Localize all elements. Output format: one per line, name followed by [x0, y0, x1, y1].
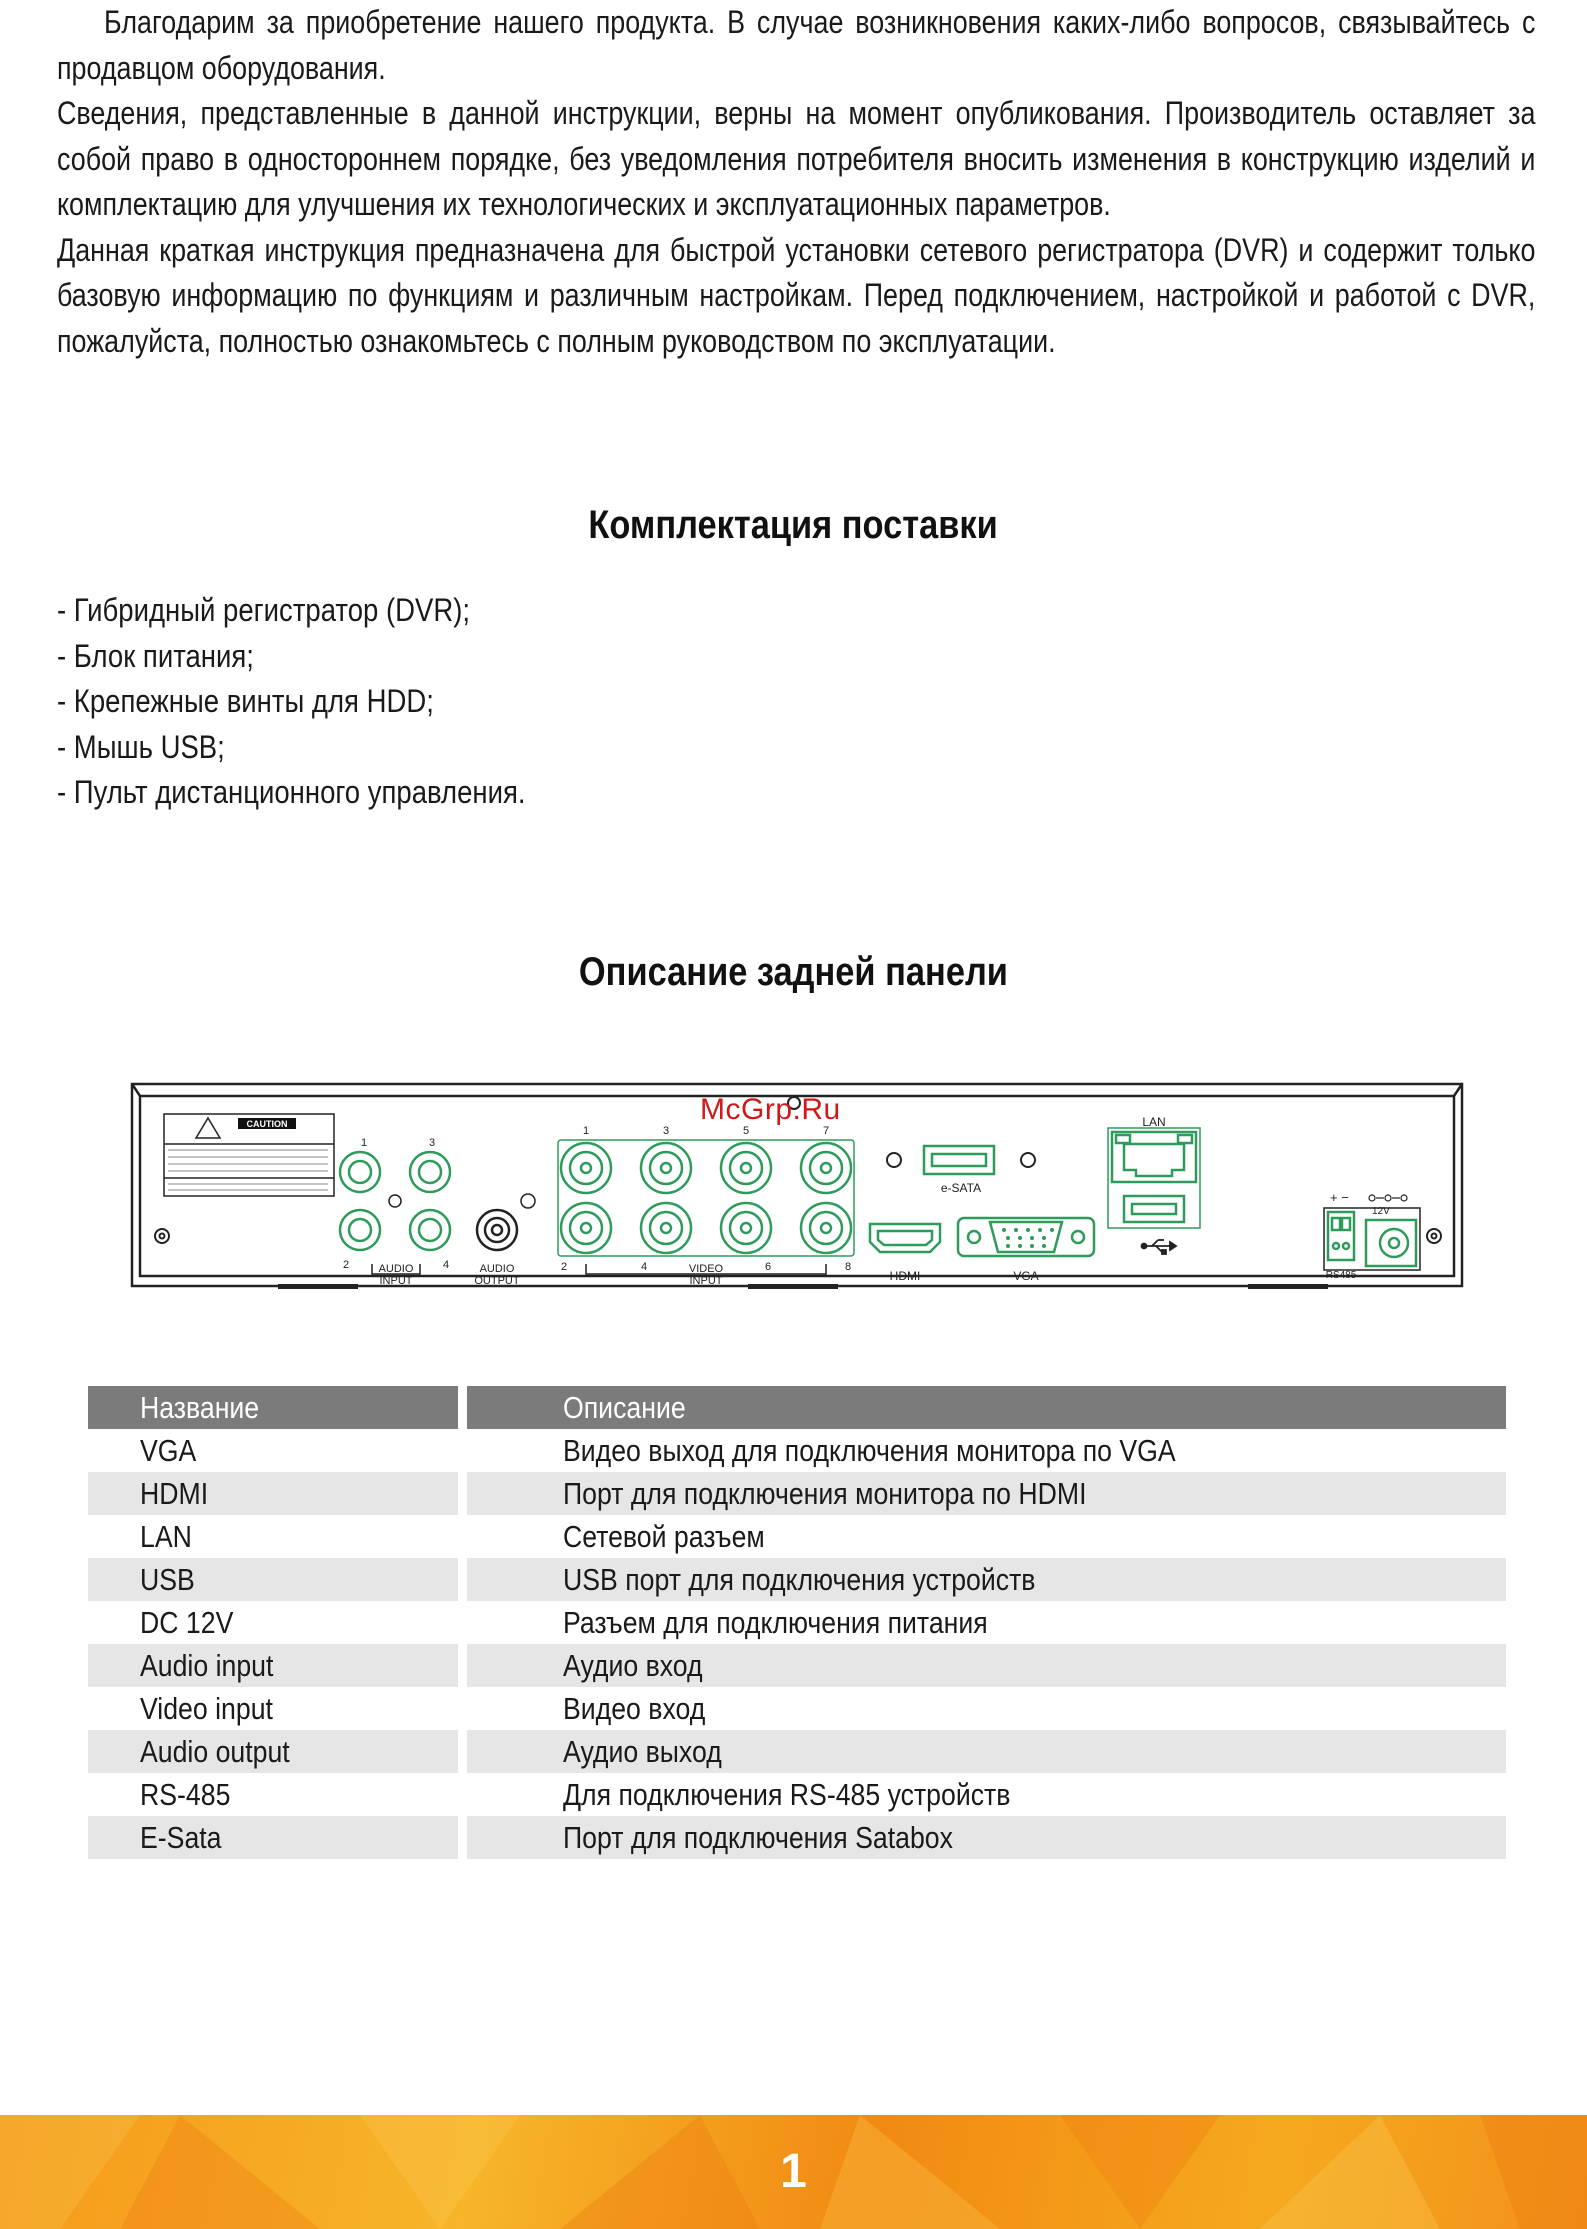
header-name: Название	[88, 1386, 467, 1429]
header-description: Описание	[467, 1386, 1506, 1429]
audio-num: 3	[428, 1137, 436, 1149]
dc-label: 12V	[1372, 1206, 1390, 1217]
video-num: 8	[844, 1261, 852, 1273]
caution-text: CAUTION	[246, 1119, 288, 1129]
bnc-connector	[721, 1203, 771, 1253]
audio-num: 1	[360, 1137, 368, 1149]
cell-description: Аудио выход	[467, 1730, 1506, 1773]
audio-input-label: AUDIO	[378, 1263, 414, 1275]
video-num: 2	[560, 1261, 568, 1273]
cell-description: Разъем для подключения питания	[563, 1604, 988, 1640]
panel-heading-text: Описание задней панели	[578, 950, 1009, 994]
cell-name: VGA	[88, 1429, 467, 1472]
table-header-row	[88, 1386, 1506, 1429]
screw-left-center	[160, 1234, 165, 1239]
kit-heading	[0, 503, 1587, 548]
bnc-connector	[641, 1203, 691, 1253]
table-row	[88, 1730, 1506, 1773]
cell-name: Audio output	[88, 1730, 467, 1773]
video-input-label: VIDEO	[688, 1263, 724, 1275]
vga-port	[958, 1218, 1094, 1256]
table-row	[88, 1472, 1506, 1515]
table-row	[88, 1644, 1506, 1687]
video-input-label: INPUT	[689, 1275, 723, 1287]
audio-input-label: INPUT	[379, 1275, 413, 1287]
cell-name: USB	[88, 1558, 467, 1601]
cell-description: Видео выход для подключения монитора по VGA	[563, 1432, 1176, 1468]
audio-input-group	[340, 1152, 450, 1250]
cell-name: DC 12V	[88, 1601, 467, 1644]
cell-description: Видео вход	[563, 1690, 706, 1726]
video-num: 1	[582, 1125, 590, 1137]
kit-list	[57, 588, 525, 816]
ports-table	[88, 1386, 1506, 1859]
table-row	[88, 1429, 1506, 1472]
hdmi-port	[870, 1224, 940, 1252]
cell-description: Для подключения RS-485 устройств	[563, 1776, 1011, 1812]
table-row	[88, 1558, 1506, 1601]
page-number: 1	[780, 2145, 807, 2198]
table-row	[88, 1601, 1506, 1644]
bnc-connector	[561, 1203, 611, 1253]
video-num: 4	[640, 1261, 648, 1273]
foot-center	[748, 1284, 838, 1289]
audio-output-label: OUTPUT	[474, 1275, 520, 1287]
foot-left	[278, 1284, 358, 1289]
screw-right	[1427, 1229, 1441, 1243]
usb-icon	[1142, 1240, 1177, 1254]
screw-left	[155, 1229, 169, 1243]
lan-port	[1112, 1132, 1196, 1182]
table-row	[88, 1687, 1506, 1730]
table-row	[88, 1816, 1506, 1859]
table-row	[88, 1773, 1506, 1816]
audio-num: 4	[442, 1259, 450, 1271]
esata-port	[924, 1146, 994, 1174]
audio-input-jack	[410, 1210, 450, 1250]
vga-label: VGA	[1013, 1269, 1039, 1283]
audio-input-jack	[340, 1210, 380, 1250]
cell-description: Сетевой разъем	[563, 1518, 765, 1554]
warning-triangle-icon	[196, 1118, 220, 1138]
video-num: 3	[662, 1125, 670, 1137]
kit-heading-text: Комплектация поставки	[588, 503, 999, 547]
watermark: McGrp.Ru	[700, 1093, 841, 1126]
bnc-connector	[721, 1143, 771, 1193]
cell-description: Порт для подключения монитора по HDMI	[467, 1472, 1506, 1515]
video-num: 6	[764, 1261, 772, 1273]
panel-heading	[0, 950, 1587, 995]
bnc-connector	[641, 1143, 691, 1193]
intro-paragraph-3: Данная краткая инструкция предназначена для быстрой установки сетевого регистратора (DVR) и содержит только базовую информацию по функциям и различным настройкам. Перед подключением, настройкой и работой с DVR, пожалуйста, полностью ознакомьтесь с полным руководством по эксплуатации.	[57, 231, 1536, 359]
footer-banner	[0, 2115, 1587, 2229]
table-row	[88, 1515, 1506, 1558]
usb-port	[1124, 1196, 1184, 1222]
video-num: 5	[742, 1125, 750, 1137]
intro-paragraph-1: Благодарим за приобретение нашего продукта. В случае возникновения каких-либо вопросов, связывайтесь с продавцом оборудования.	[57, 4, 1536, 86]
video-input-group	[558, 1140, 854, 1256]
dc-power-jack	[1366, 1220, 1416, 1266]
video-num: 7	[822, 1125, 830, 1137]
cell-name: LAN	[88, 1515, 467, 1558]
cell-description: USB порт для подключения устройств	[467, 1558, 1506, 1601]
audio-num: 2	[342, 1259, 350, 1271]
screw-right-center	[1432, 1234, 1437, 1239]
cell-name: Audio input	[88, 1644, 467, 1687]
bnc-connector	[561, 1143, 611, 1193]
kit-item: - Пульт дистанционного управления.	[57, 774, 526, 810]
bnc-connector	[801, 1203, 851, 1253]
kit-item: - Гибридный регистратор (DVR);	[57, 592, 471, 628]
cell-description: Порт для подключения Satabox	[467, 1816, 1506, 1859]
intro-text	[57, 0, 1535, 364]
audio-input-jack	[419, 1219, 441, 1241]
cell-name: E-Sata	[88, 1816, 467, 1859]
audio-output-jack	[477, 1210, 517, 1250]
svg-text:+ −: + −	[1330, 1190, 1349, 1205]
hdmi-label: HDMI	[889, 1269, 921, 1283]
cell-name: RS-485	[88, 1773, 467, 1816]
audio-input-jack	[410, 1152, 450, 1192]
esata-label: e-SATA	[940, 1181, 982, 1195]
kit-item: - Мышь USB;	[57, 728, 225, 765]
kit-item: - Блок питания;	[57, 637, 254, 674]
audio-input-jack	[349, 1161, 371, 1183]
audio-output-label: AUDIO	[479, 1263, 515, 1275]
bnc-connector	[801, 1143, 851, 1193]
audio-input-jack	[340, 1152, 380, 1192]
rs485-label: RS485	[1325, 1270, 1357, 1281]
cell-name: HDMI	[88, 1472, 467, 1515]
foot-right	[1248, 1284, 1328, 1289]
lan-label: LAN	[1142, 1115, 1166, 1129]
rs485-terminal	[1328, 1212, 1354, 1260]
audio-input-jack	[419, 1161, 441, 1183]
audio-input-jack	[349, 1219, 371, 1241]
cell-name: Video input	[88, 1687, 467, 1730]
cell-description: Аудио вход	[467, 1644, 1506, 1687]
kit-item: - Крепежные винты для HDD;	[57, 683, 434, 719]
intro-paragraph-2: Сведения, представленные в данной инструкции, верны на момент опубликования. Производитель оставляет за собой право в одностороннем порядке, без уведомления потребителя вносить изменения в конструкцию изделий и комплектацию для улучшения их технологических и эксплуатационных параметров.	[57, 95, 1536, 222]
